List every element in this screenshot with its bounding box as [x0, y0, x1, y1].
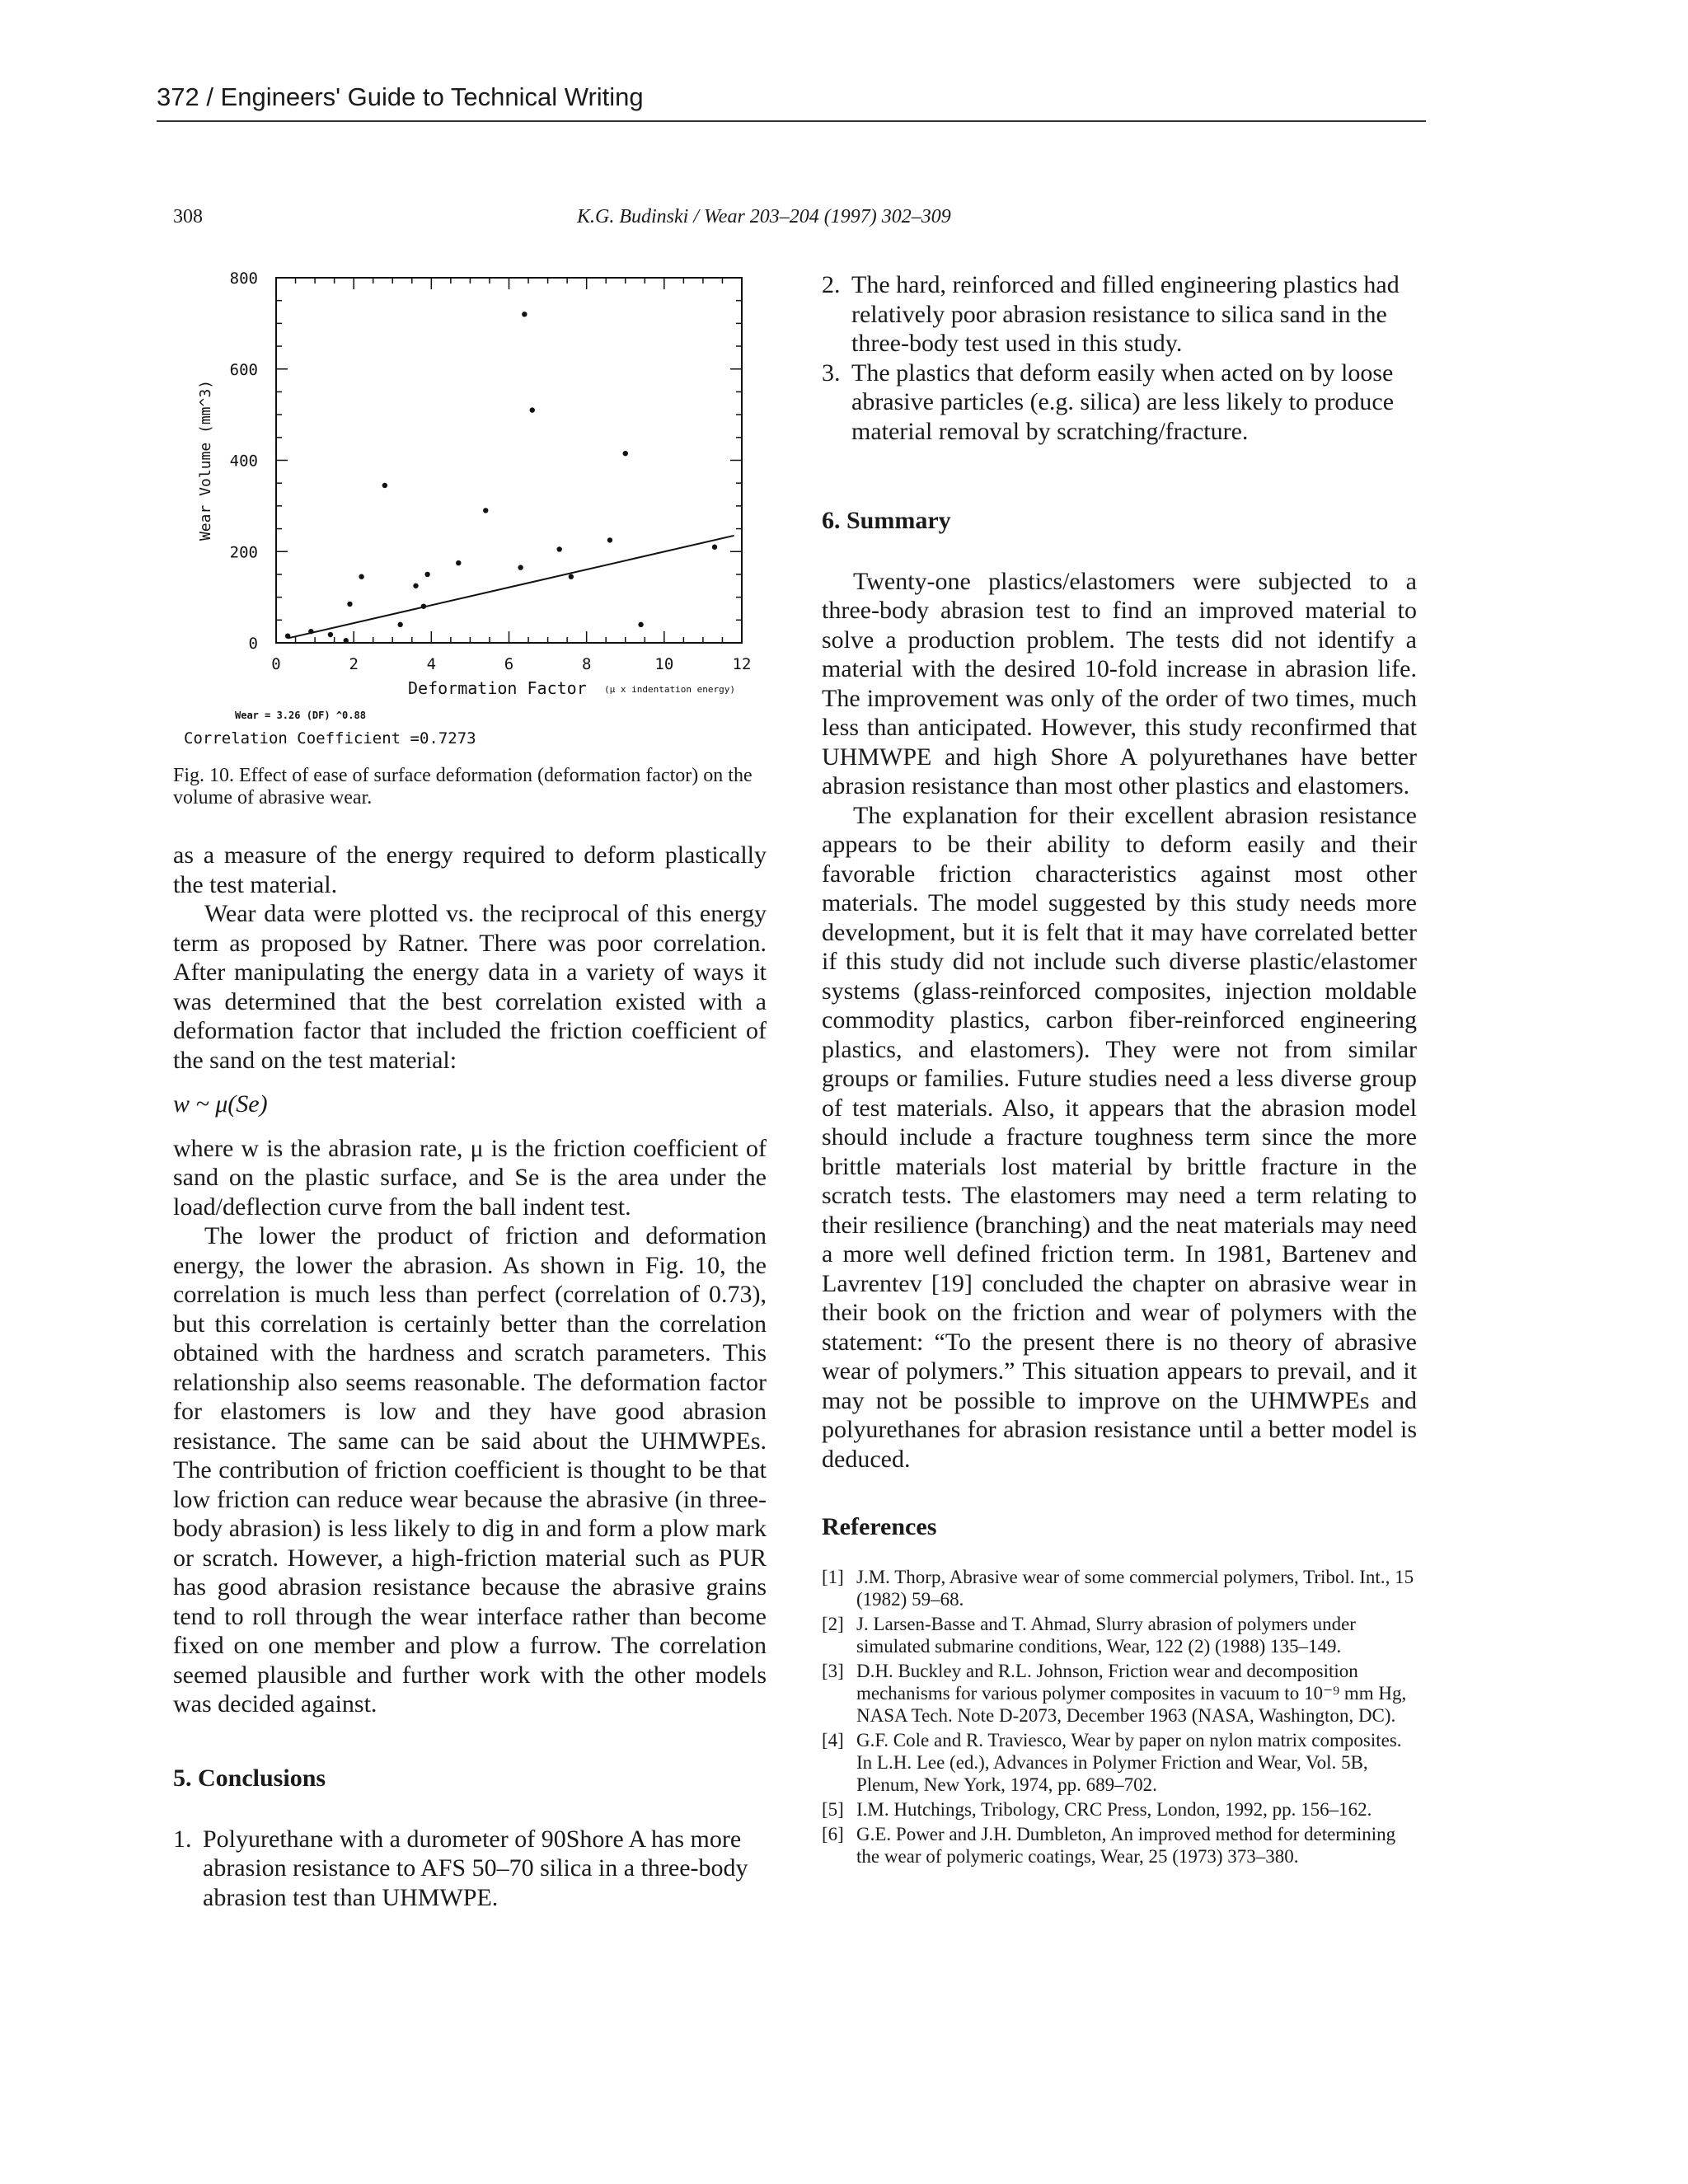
- reference-item: [822, 1660, 1417, 1727]
- data-point: [607, 537, 612, 542]
- paragraph: Wear data were plotted vs. the reciprocal of this energy term as proposed by Ratner. There was poor correlation. After manipulating the energy data in a variety of ways it was determined that the best correlation existed with a deformation factor that included the friction coefficient of the sand on the test material:: [173, 900, 767, 1074]
- reference-text: I.M. Hutchings, Tribology, CRC Press, London, 1992, pp. 156–162.: [856, 1799, 1372, 1820]
- reference-text: G.F. Cole and R. Traviesco, Wear by paper on nylon matrix composites. In L.H. Lee (ed.), Advances in Polymer Friction and Wear, Vol. 5B, Plenum, New York, 1974, pp. 689–702.: [856, 1730, 1402, 1795]
- reference-item: [822, 1798, 1417, 1821]
- list-number: 2.: [822, 271, 841, 298]
- right-column-conclusions: [822, 270, 1417, 446]
- data-point: [424, 572, 429, 577]
- reference-number: [2]: [822, 1614, 844, 1634]
- data-point: [413, 583, 418, 588]
- paragraph: as a measure of the energy required to deform plastically the test material.: [173, 841, 767, 898]
- data-point: [456, 560, 461, 565]
- data-point: [328, 632, 333, 637]
- chart-fit-line: [288, 536, 734, 639]
- data-point: [623, 451, 628, 456]
- section-heading: 6. Summary: [822, 507, 951, 534]
- reference-number: [1]: [822, 1567, 844, 1587]
- data-point: [344, 638, 349, 643]
- data-point: [522, 312, 527, 316]
- y-tick-label: 600: [229, 360, 258, 379]
- data-point: [569, 574, 574, 579]
- summary-section: [822, 506, 1417, 1474]
- x-tick-label: 6: [504, 655, 514, 673]
- data-point: [530, 407, 535, 412]
- data-point: [712, 545, 717, 550]
- y-tick-label: 800: [229, 269, 258, 288]
- x-tick-label: 12: [732, 655, 752, 673]
- references-list: [822, 1566, 1417, 1868]
- conclusions-list-continued: [822, 270, 1417, 446]
- reference-item: [822, 1823, 1417, 1868]
- y-axis-label: Wear Volume (mm^3): [197, 379, 214, 541]
- data-point: [397, 622, 402, 627]
- reference-item: [822, 1613, 1417, 1657]
- fit-equation-label: Wear = 3.26 (DF) ^0.88: [235, 710, 366, 721]
- list-number: 3.: [822, 359, 841, 387]
- reference-number: [6]: [822, 1824, 844, 1844]
- list-text: Polyurethane with a durometer of 90Shore A has more abrasion resistance to AFS 50–70 silica in a three-body abrasion test than UHMWPE.: [203, 1825, 748, 1911]
- figure-caption: [173, 765, 767, 809]
- x-tick-label: 4: [426, 655, 437, 673]
- paragraph: The explanation for their excellent abrasion resistance appears to be their ability to deform easily and their favorable friction characteristics against most other materials. The model suggested by this study needs more development, but it is felt that it may have correlated better if this study did not include such diverse plastic/elastomer systems (glass-reinforced composites, injection moldable commodity plastics, carbon fiber-reinforced engineering plastics, and elastomers). They were not from similar groups or families. Future studies need a less diverse group of test materials. Also, it appears that the abrasion model should include a fracture toughness term since the more brittle materials lost material by brittle fracture in the scratch tests. The elastomers may need a term relating to their resilience (branching) and the neat materials may need a more well defined friction term. In 1981, Bartenev and Lavrentev [19] concluded the chapter on abrasive wear in their book on the friction and wear of polymers with the statement: “To the present there is no theory of abrasive wear of polymers.” This situation appears to prevail, and it may not be possible to improve on the UHMWPEs and polyurethanes for abrasion resistance until a better model is deduced.: [822, 801, 1417, 1473]
- data-point: [347, 602, 352, 607]
- paragraph: Twenty-one plastics/elastomers were subjected to a three-body abrasion test to find an improved material to solve a production problem. The tests did not identify a material with the desired 10-fold increase in abrasion life. The improvement was only of the order of two times, much less than anticipated. However, this study reconfirmed that UHMWPE and high Shore A polyurethanes have better abrasion resistance than most other plastics and elastomers.: [822, 567, 1417, 799]
- reference-number: [3]: [822, 1661, 844, 1681]
- conclusions-section: [173, 1764, 767, 1912]
- data-point: [359, 574, 363, 579]
- page-number: 308: [173, 206, 203, 227]
- reference-text: J.M. Thorp, Abrasive wear of some commercial polymers, Tribol. Int., 15 (1982) 59–68.: [856, 1567, 1414, 1610]
- figure-caption-text: Effect of ease of surface deformation (deformation factor) on the volume of abrasive wear.: [173, 765, 753, 808]
- x-tick-label: 0: [271, 655, 281, 673]
- figure-label: Fig. 10.: [173, 765, 235, 786]
- reference-item: [822, 1566, 1417, 1610]
- section-heading: References: [822, 1513, 937, 1540]
- chart-points: [285, 312, 717, 643]
- reference-number: [4]: [822, 1730, 844, 1750]
- references-section: [822, 1513, 1417, 1870]
- equation: w ~ μ(Se): [173, 1090, 268, 1118]
- reference-text: J. Larsen-Basse and T. Ahmad, Slurry abrasion of polymers under simulated submarine conditions, Wear, 122 (2) (1988) 135–149.: [856, 1614, 1356, 1657]
- correlation-label: Correlation Coefficient =0.7273: [184, 729, 476, 748]
- list-item: [822, 270, 1417, 359]
- paragraph: The lower the product of friction and deformation energy, the lower the abrasion. As shown in Fig. 10, the correlation is much less than perfect (correlation of 0.73), but this correlation is certainly better than the correlation obtained with the hardness and scratch parameters. This relationship also seems reasonable. The deformation factor for elastomers is low and they have good abrasion resistance. The same can be said about the UHMWPEs. The contribution of friction coefficient is thought to be that low friction can reduce wear because the abrasive (in three-body abrasion) is less likely to dig in and form a plow mark or scratch. However, a high-friction material such as PUR has good abrasion resistance because the abrasive grains tend to roll through the wear interface rather than become fixed on one member and plow a furrow. The correlation seemed plausible and further work with the other models was decided against.: [173, 1222, 767, 1718]
- reference-text: G.E. Power and J.H. Dumbleton, An improved method for determining the wear of polymeric coatings, Wear, 25 (1973) 373–380.: [856, 1824, 1396, 1867]
- list-number: 1.: [173, 1825, 192, 1853]
- x-tick-label: 10: [654, 655, 674, 673]
- data-point: [483, 508, 488, 513]
- reference-item: [822, 1729, 1417, 1796]
- data-point: [557, 546, 562, 551]
- section-heading: 5. Conclusions: [173, 1765, 326, 1792]
- data-point: [638, 622, 643, 627]
- reference-text: D.H. Buckley and R.L. Johnson, Friction wear and decomposition mechanisms for various polymer composites in vacuum to 10⁻⁹ mm Hg, NASA Tech. Note D-2073, December 1963 (NASA, Washington, DC).: [856, 1661, 1407, 1726]
- conclusions-list: [173, 1825, 767, 1913]
- scatter-chart: [169, 257, 779, 760]
- y-tick-label: 200: [229, 543, 258, 562]
- reference-number: [5]: [822, 1799, 844, 1820]
- list-text: The hard, reinforced and filled engineering plastics had relatively poor abrasion resistance to silica sand in the three-body test used in this study.: [851, 271, 1400, 357]
- x-tick-label: 8: [581, 655, 592, 673]
- data-point: [382, 483, 387, 488]
- journal-citation-header: K.G. Budinski / Wear 203–204 (1997) 302–309: [577, 206, 951, 227]
- list-item: [173, 1825, 767, 1913]
- data-point: [518, 565, 523, 569]
- x-axis-units: (μ x indentation energy): [604, 684, 735, 695]
- chart-labels: [184, 269, 751, 748]
- list-text: The plastics that deform easily when acted on by loose abrasive particles (e.g. silica) are less likely to produce material removal by scratching/fracture.: [851, 359, 1395, 445]
- x-tick-label: 2: [349, 655, 359, 673]
- x-axis-label: Deformation Factor: [408, 678, 587, 698]
- regression-line: [288, 536, 734, 639]
- y-tick-label: 400: [229, 452, 258, 471]
- book-running-head: 372 / Engineers' Guide to Technical Writing: [157, 82, 1426, 122]
- paragraph: where w is the abrasion rate, μ is the friction coefficient of sand on the plastic surface, and Se is the area under the load/deflection curve from the ball indent test.: [173, 1134, 767, 1221]
- y-tick-label: 0: [248, 635, 258, 653]
- left-column: [173, 841, 767, 1719]
- list-item: [822, 359, 1417, 447]
